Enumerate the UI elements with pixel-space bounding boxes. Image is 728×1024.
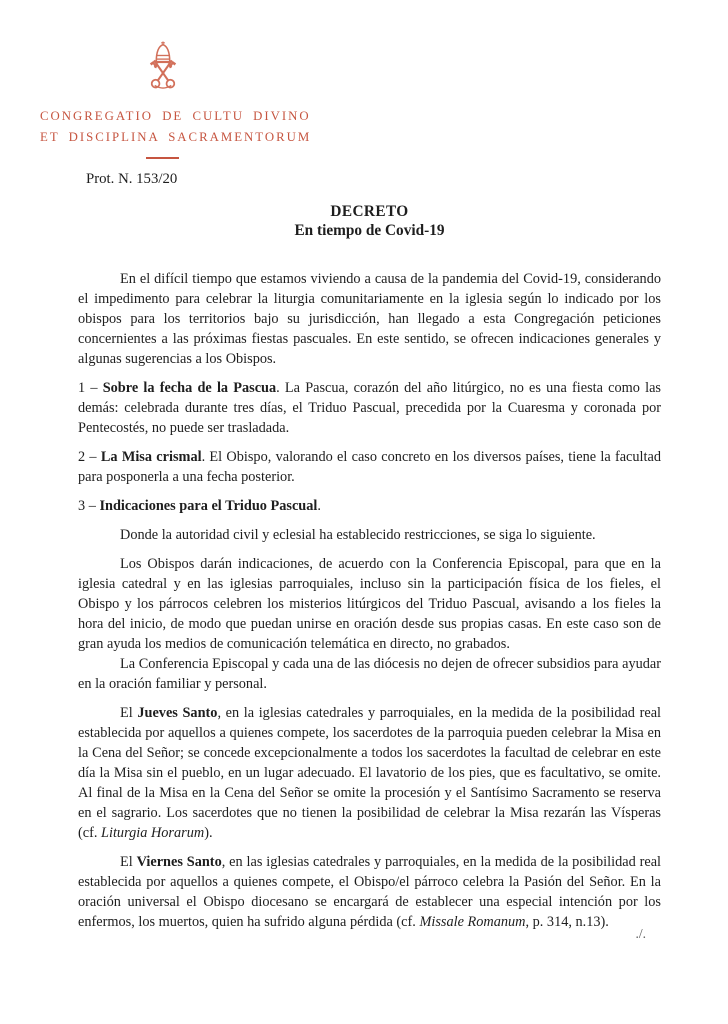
text-run: El — [120, 854, 137, 870]
text-run: 1 – — [78, 380, 103, 396]
vatican-emblem-icon — [137, 41, 189, 101]
text-run: 3 – — [78, 498, 100, 514]
text-run: Los Obispos darán indicaciones, de acuerdo con la Conferencia Episcopal, para que en la iglesia catedral y en las iglesias parroquiales, incluso sin la participación física de los fieles, el Obispo y los párrocos celebren los misterios litúrgicos del Triduo Pascual, avisando a los fieles la hora del inicio, de modo que puedan unirse en oración desde sus propias casas. En este caso son de gran ayuda los medios de comunicación telemática en directo, no grabados. — [78, 556, 661, 652]
paragraph — [78, 447, 661, 487]
bold-text-run: Jueves Santo — [137, 705, 218, 721]
bold-text-run: Viernes Santo — [136, 854, 222, 870]
paragraph — [78, 269, 661, 369]
text-run: , en las iglesias catedrales y parroquiales, en la medida de la posibilidad real establecida por aquellos a quienes compete, el Obispo/el párroco celebra la Pasión del Señor. En la oración universal el Obispo diocesano se encargará de establecer una especial intención por los enfermos, los muertos, quien ha sufrido alguna pérdida (cf. — [78, 854, 662, 930]
letterhead-line2: ET DISCIPLINA SACRAMENTORUM — [40, 130, 312, 144]
text-run: La Conferencia Episcopal y cada una de las diócesis no dejen de ofrecer subsidios para ayudar en la oración familiar y personal. — [78, 656, 661, 692]
bold-text-run: La Misa crismal — [100, 449, 202, 465]
letterhead-divider — [146, 157, 179, 159]
italic-text-run: Liturgia Horarum — [101, 825, 205, 841]
italic-text-run: Missale Romanum — [419, 914, 526, 930]
letterhead-line1: CONGREGATIO DE CULTU DIVINO — [40, 109, 311, 123]
continuation-mark: ./. — [635, 926, 646, 941]
bold-text-run: Sobre la fecha de la Pascua — [102, 380, 277, 396]
text-run: Donde la autoridad civil y eclesial ha establecido restricciones, se siga lo siguiente. — [120, 527, 596, 543]
document-subtitle: En tiempo de Covid-19 — [294, 222, 445, 239]
text-run: , en la iglesias catedrales y parroquiales, en la medida de la posibilidad real establecida por aquellos a quienes compete, los sacerdotes de la parroquia pueden celebrar la Misa en la Cena del Señor; se concede excepcionalmente a todos los sacerdotes la facultad de celebrar en este día la Misa sin el pueblo, en un lugar adecuado. El lavatorio de los pies, que es facultativo, se omite. Al final de la Misa en la Cena del Señor se omite la procesión y el Santísimo Sacramento se reserva en el sagrario. Los sacerdotes que no tienen la posibilidad de celebrar la Misa rezarán las Vísperas (cf. — [78, 705, 662, 841]
text-run: . El Obispo, valorando el caso concreto en los diversos países, tiene la facultad para posponerla a una fecha posterior. — [78, 449, 661, 485]
text-run: , p. 314, n.13). — [525, 914, 609, 930]
text-run: . La Pascua, corazón del año litúrgico, no es una fiesta como las demás: celebrada durante tres días, el Triduo Pascual, precedida por la Cuaresma y coronada por Pentecostés, no puede ser trasladada. — [78, 380, 661, 436]
paragraph — [78, 496, 661, 516]
text-run: . — [317, 498, 321, 514]
text-run: ). — [204, 825, 213, 841]
text-run: En el difícil tiempo que estamos viviendo a causa de la pandemia del Covid-19, considerando el impedimento para celebrar la liturgia comunitariamente en la iglesia según lo indicado por los obispos para los territorios bajo su jurisdicción, han llegado a esta Congregación peticiones concernientes a las próximas fiestas pascuales. En este sentido, se ofrecen indicaciones generales y algunas sugerencias a los Obispos. — [78, 271, 661, 367]
paragraph — [78, 554, 661, 654]
paragraph — [78, 525, 661, 545]
bold-text-run: Indicaciones para el Triduo Pascual — [99, 498, 318, 514]
paragraph — [78, 703, 661, 843]
protocol-number: Prot. N. 153/20 — [86, 171, 178, 187]
text-run: El — [120, 705, 138, 721]
document-title: DECRETO — [330, 203, 409, 220]
document-body — [78, 269, 661, 941]
text-run: 2 – — [78, 449, 101, 465]
paragraph — [78, 378, 661, 438]
paragraph — [78, 852, 661, 932]
paragraph — [78, 654, 661, 694]
